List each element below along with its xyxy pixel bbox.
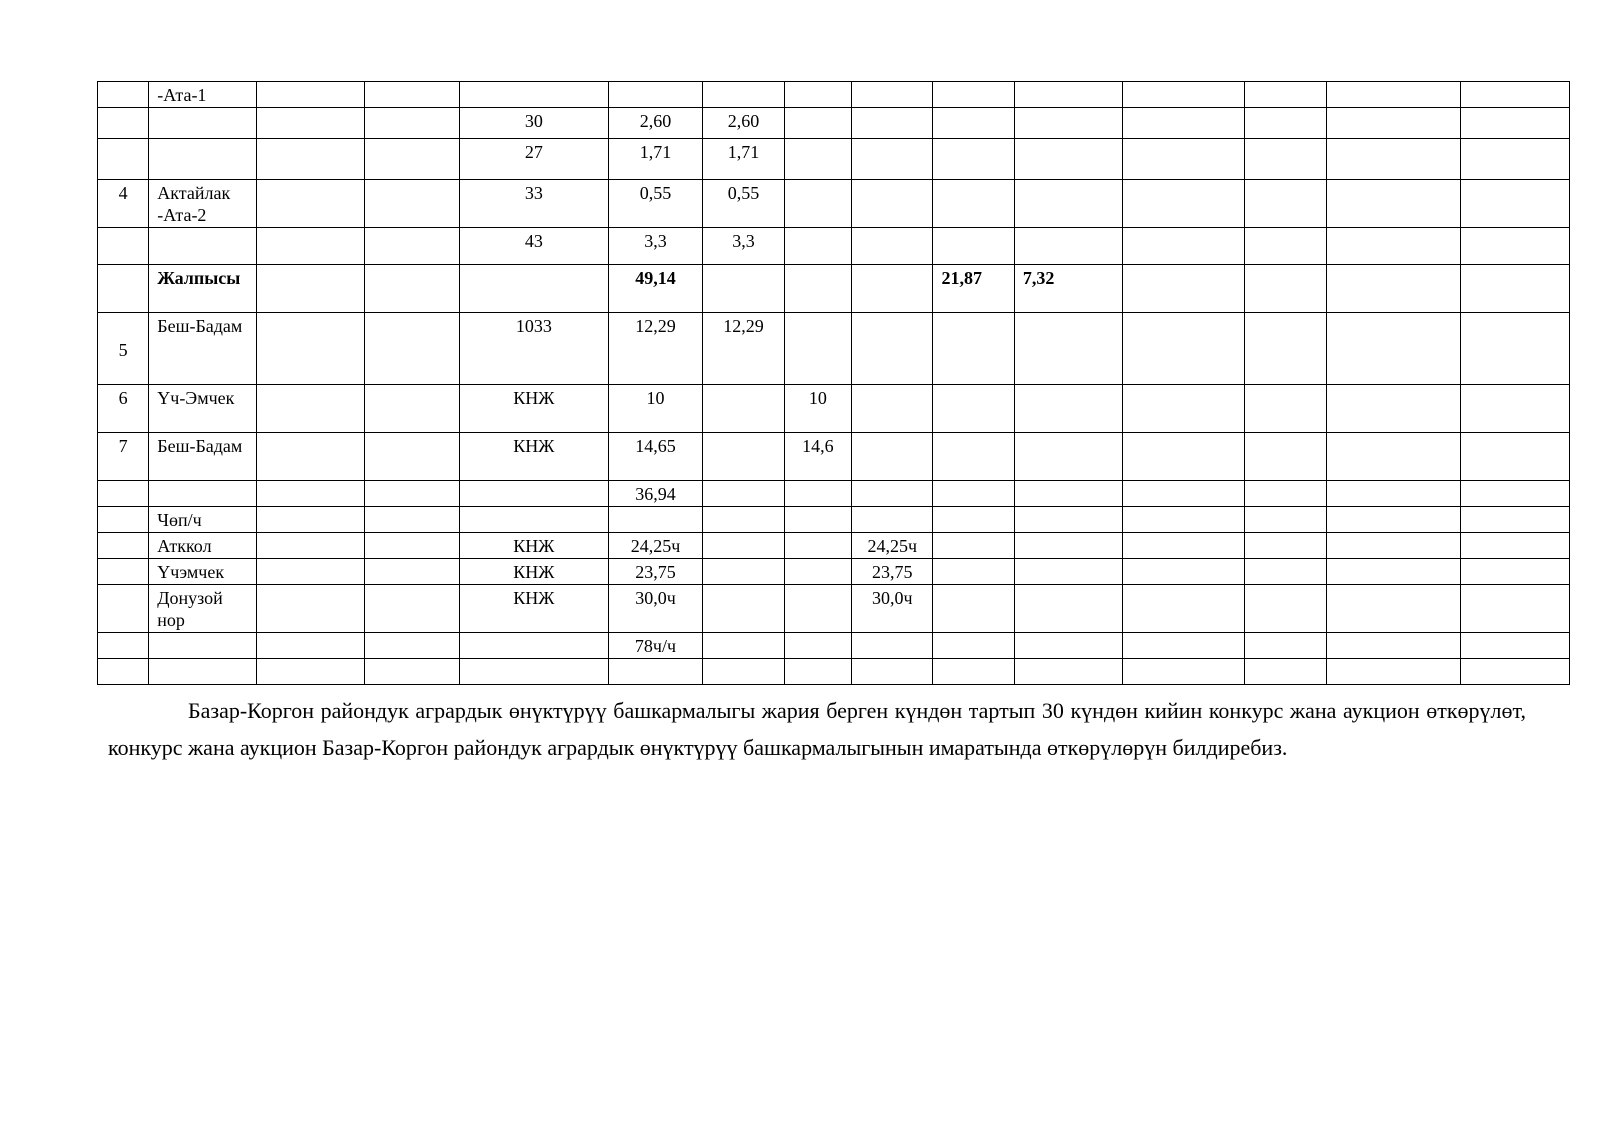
table-cell: 24,25ч <box>852 533 933 559</box>
table-cell <box>784 265 851 313</box>
table-cell <box>1123 481 1245 507</box>
table-cell <box>1245 507 1326 533</box>
table-cell <box>933 585 1014 633</box>
table-cell <box>98 481 149 507</box>
table-cell <box>1014 228 1123 265</box>
table-cell <box>852 385 933 433</box>
table-cell <box>1123 228 1245 265</box>
table-cell <box>459 82 608 108</box>
table-cell <box>1245 633 1326 659</box>
table-cell <box>933 433 1014 481</box>
table-cell <box>1014 507 1123 533</box>
table-cell: 30,0ч <box>608 585 703 633</box>
table-cell <box>149 108 257 139</box>
table-cell <box>459 633 608 659</box>
table-cell <box>256 633 365 659</box>
table-cell: 24,25ч <box>608 533 703 559</box>
table-row <box>98 633 1570 659</box>
table-cell <box>1014 533 1123 559</box>
table-cell <box>1123 82 1245 108</box>
table-cell <box>256 433 365 481</box>
table-cell: Жалпысы <box>149 265 257 313</box>
table-cell <box>1326 265 1461 313</box>
table-cell: 1,71 <box>703 139 784 180</box>
table-cell <box>1326 559 1461 585</box>
table-cell <box>98 585 149 633</box>
table-cell <box>1461 313 1570 385</box>
table-cell <box>852 659 933 685</box>
table-cell <box>98 659 149 685</box>
table-cell <box>98 265 149 313</box>
table-cell: 3,3 <box>703 228 784 265</box>
table-cell <box>1123 585 1245 633</box>
table-cell <box>933 385 1014 433</box>
table-cell <box>784 659 851 685</box>
table-cell <box>852 633 933 659</box>
table-cell <box>365 633 460 659</box>
table-cell <box>1461 633 1570 659</box>
table-cell: 23,75 <box>608 559 703 585</box>
table-cell <box>933 659 1014 685</box>
table-cell <box>365 82 460 108</box>
table-cell <box>1461 507 1570 533</box>
table-cell <box>1326 108 1461 139</box>
table-cell: 10 <box>784 385 851 433</box>
table-cell <box>852 313 933 385</box>
table-row <box>98 433 1570 481</box>
table-cell <box>852 82 933 108</box>
table-cell <box>365 385 460 433</box>
table-cell <box>784 180 851 228</box>
table-cell: 33 <box>459 180 608 228</box>
table-cell <box>256 180 365 228</box>
table-cell: КНЖ <box>459 559 608 585</box>
table-cell: 12,29 <box>703 313 784 385</box>
table-cell <box>1245 385 1326 433</box>
table-cell <box>784 313 851 385</box>
table-cell: Донузой нор <box>149 585 257 633</box>
table-cell <box>1014 82 1123 108</box>
table-cell <box>1014 385 1123 433</box>
table-cell <box>1014 139 1123 180</box>
table-cell <box>1123 507 1245 533</box>
table-cell: 7 <box>98 433 149 481</box>
table-cell <box>1014 433 1123 481</box>
table-cell <box>256 108 365 139</box>
table-row <box>98 659 1570 685</box>
table-cell: 4 <box>98 180 149 228</box>
table-row <box>98 228 1570 265</box>
table-cell <box>608 659 703 685</box>
table-cell: 1,71 <box>608 139 703 180</box>
table-cell <box>1245 139 1326 180</box>
table-cell <box>365 180 460 228</box>
table-cell <box>933 313 1014 385</box>
table-cell <box>933 533 1014 559</box>
table-cell <box>1014 659 1123 685</box>
table-cell <box>1245 481 1326 507</box>
table-cell <box>256 385 365 433</box>
table-cell <box>1245 82 1326 108</box>
table-cell <box>1326 533 1461 559</box>
table-cell <box>784 507 851 533</box>
announcement-paragraph: Базар-Коргон райондук агрардык өнүктүрүү башкармалыгы жария берген күндөн тартып 30 күндөн кийин конкурс жана аукцион өткөрүлөт, конкурс жана аукцион Базар-Коргон райондук агрардык өнүктүрүү башкармалыгынын имаратында өткөрүлөрүн билдиребиз. <box>108 698 1526 760</box>
table-cell <box>256 559 365 585</box>
table-cell: 27 <box>459 139 608 180</box>
table-cell <box>365 559 460 585</box>
table-cell <box>608 507 703 533</box>
table-cell <box>1461 585 1570 633</box>
table-cell <box>1123 139 1245 180</box>
table-cell <box>703 533 784 559</box>
table-cell <box>1461 139 1570 180</box>
table-row <box>98 585 1570 633</box>
table-cell: -Ата-1 <box>149 82 257 108</box>
table-cell <box>256 139 365 180</box>
table-cell <box>1014 481 1123 507</box>
table-cell <box>703 633 784 659</box>
table-cell <box>852 507 933 533</box>
table-cell <box>933 507 1014 533</box>
table-cell <box>1461 108 1570 139</box>
table-cell <box>1123 313 1245 385</box>
table-cell <box>365 228 460 265</box>
table-cell <box>256 265 365 313</box>
table-cell <box>256 507 365 533</box>
table-cell: 78ч/ч <box>608 633 703 659</box>
table-cell <box>98 633 149 659</box>
table-cell <box>1014 559 1123 585</box>
table-cell <box>1014 633 1123 659</box>
table-cell <box>1326 139 1461 180</box>
table-cell: 49,14 <box>608 265 703 313</box>
table-cell <box>852 180 933 228</box>
table-cell <box>933 139 1014 180</box>
table-cell <box>703 433 784 481</box>
table-cell <box>1123 180 1245 228</box>
table-cell <box>784 559 851 585</box>
table-cell: Беш-Бадам <box>149 313 257 385</box>
table-cell: Беш-Бадам <box>149 433 257 481</box>
table-cell <box>149 633 257 659</box>
table-body <box>98 82 1570 685</box>
table-cell <box>1326 633 1461 659</box>
land-plots-table <box>97 81 1570 685</box>
table-cell <box>1461 559 1570 585</box>
table-cell <box>459 659 608 685</box>
table-cell: 5 <box>98 313 149 385</box>
table-cell <box>703 659 784 685</box>
table-cell <box>1245 108 1326 139</box>
table-cell: 7,32 <box>1014 265 1123 313</box>
table-cell <box>365 533 460 559</box>
table-cell <box>703 265 784 313</box>
table-cell <box>365 585 460 633</box>
table-cell <box>1461 265 1570 313</box>
table-cell <box>1014 313 1123 385</box>
table-cell <box>1461 385 1570 433</box>
table-cell <box>1326 180 1461 228</box>
table-cell: Чөп/ч <box>149 507 257 533</box>
table-cell <box>784 481 851 507</box>
table-cell <box>1014 180 1123 228</box>
table-cell <box>1245 265 1326 313</box>
table-cell <box>256 313 365 385</box>
table-cell <box>1326 82 1461 108</box>
table-cell <box>98 228 149 265</box>
table-cell <box>459 265 608 313</box>
table-row <box>98 507 1570 533</box>
table-cell <box>1123 265 1245 313</box>
table-cell <box>1245 585 1326 633</box>
table-cell <box>933 82 1014 108</box>
table-cell <box>1245 533 1326 559</box>
table-cell <box>365 507 460 533</box>
table-cell: Үч-Эмчек <box>149 385 257 433</box>
table-cell <box>256 533 365 559</box>
table-cell <box>1123 108 1245 139</box>
table-cell: 14,65 <box>608 433 703 481</box>
table-cell: КНЖ <box>459 385 608 433</box>
table-cell <box>1245 313 1326 385</box>
table-cell: 30 <box>459 108 608 139</box>
table-cell <box>703 507 784 533</box>
table-cell <box>256 481 365 507</box>
table-cell: 0,55 <box>703 180 784 228</box>
table-cell: 14,6 <box>784 433 851 481</box>
table-cell: Атккол <box>149 533 257 559</box>
table-cell: 1033 <box>459 313 608 385</box>
table-cell <box>149 659 257 685</box>
table-cell: 10 <box>608 385 703 433</box>
table-cell <box>784 228 851 265</box>
table-cell <box>852 433 933 481</box>
table-cell <box>1326 313 1461 385</box>
table-cell <box>149 228 257 265</box>
table-cell <box>1123 433 1245 481</box>
table-cell <box>703 481 784 507</box>
table-cell <box>365 313 460 385</box>
table-row <box>98 385 1570 433</box>
table-cell: 23,75 <box>852 559 933 585</box>
table-cell <box>1461 533 1570 559</box>
table-cell: 2,60 <box>703 108 784 139</box>
table-cell <box>1014 585 1123 633</box>
table-cell <box>703 82 784 108</box>
table-cell <box>365 659 460 685</box>
table-cell <box>1326 433 1461 481</box>
table-cell <box>1461 82 1570 108</box>
table-cell <box>365 108 460 139</box>
table-cell <box>784 633 851 659</box>
table-cell <box>703 559 784 585</box>
table-cell <box>933 108 1014 139</box>
table-cell <box>933 180 1014 228</box>
table-cell <box>1461 228 1570 265</box>
table-cell <box>256 228 365 265</box>
table-row <box>98 559 1570 585</box>
table-cell: 12,29 <box>608 313 703 385</box>
table-cell: 30,0ч <box>852 585 933 633</box>
table-cell <box>1461 433 1570 481</box>
table-row <box>98 108 1570 139</box>
table-cell: 0,55 <box>608 180 703 228</box>
table-cell: Үчэмчек <box>149 559 257 585</box>
table-cell <box>98 533 149 559</box>
table-cell <box>1123 533 1245 559</box>
table-cell: 3,3 <box>608 228 703 265</box>
table-cell <box>1245 659 1326 685</box>
table-row <box>98 82 1570 108</box>
table-cell <box>1123 385 1245 433</box>
table-cell <box>1326 659 1461 685</box>
table-cell <box>1461 180 1570 228</box>
table-cell <box>784 533 851 559</box>
table-cell <box>784 139 851 180</box>
table-cell: Актайлак -Ата-2 <box>149 180 257 228</box>
table-cell <box>1326 228 1461 265</box>
table-cell <box>1014 108 1123 139</box>
table-cell <box>98 82 149 108</box>
table-cell <box>1245 433 1326 481</box>
table-cell: 6 <box>98 385 149 433</box>
table-cell <box>1123 633 1245 659</box>
table-cell <box>933 559 1014 585</box>
table-cell: 43 <box>459 228 608 265</box>
table-cell <box>256 82 365 108</box>
table-cell <box>1245 180 1326 228</box>
table-cell <box>852 139 933 180</box>
table-cell <box>98 559 149 585</box>
table-cell: КНЖ <box>459 533 608 559</box>
table-cell <box>1245 228 1326 265</box>
table-cell <box>852 108 933 139</box>
table-cell <box>852 265 933 313</box>
table-cell <box>703 385 784 433</box>
table-cell <box>608 82 703 108</box>
table-cell <box>1326 507 1461 533</box>
table-cell <box>149 481 257 507</box>
table-row <box>98 180 1570 228</box>
table-cell <box>365 139 460 180</box>
table-cell <box>1326 585 1461 633</box>
table-cell <box>1123 659 1245 685</box>
table-cell <box>1461 481 1570 507</box>
table-cell <box>1245 559 1326 585</box>
table-cell <box>365 481 460 507</box>
table-cell: КНЖ <box>459 433 608 481</box>
table-row <box>98 481 1570 507</box>
table-row <box>98 533 1570 559</box>
table-cell <box>256 585 365 633</box>
table-cell <box>365 433 460 481</box>
table-cell <box>98 507 149 533</box>
table-cell <box>703 585 784 633</box>
table-cell <box>933 228 1014 265</box>
table-row <box>98 265 1570 313</box>
table-cell <box>852 481 933 507</box>
table-cell <box>98 139 149 180</box>
table-row <box>98 313 1570 385</box>
table-cell <box>784 108 851 139</box>
table-cell: 36,94 <box>608 481 703 507</box>
table-cell: 2,60 <box>608 108 703 139</box>
table-cell <box>1326 481 1461 507</box>
table-cell <box>365 265 460 313</box>
table-cell <box>459 481 608 507</box>
table-cell <box>98 108 149 139</box>
table-cell <box>256 659 365 685</box>
table-cell <box>1326 385 1461 433</box>
table-cell: 21,87 <box>933 265 1014 313</box>
table-row <box>98 139 1570 180</box>
table-cell <box>784 82 851 108</box>
table-cell <box>1461 659 1570 685</box>
table-cell <box>784 585 851 633</box>
table-cell <box>1123 559 1245 585</box>
table-cell <box>459 507 608 533</box>
table-cell: КНЖ <box>459 585 608 633</box>
table-cell <box>933 481 1014 507</box>
table-cell <box>149 139 257 180</box>
table-cell <box>933 633 1014 659</box>
table-cell <box>852 228 933 265</box>
